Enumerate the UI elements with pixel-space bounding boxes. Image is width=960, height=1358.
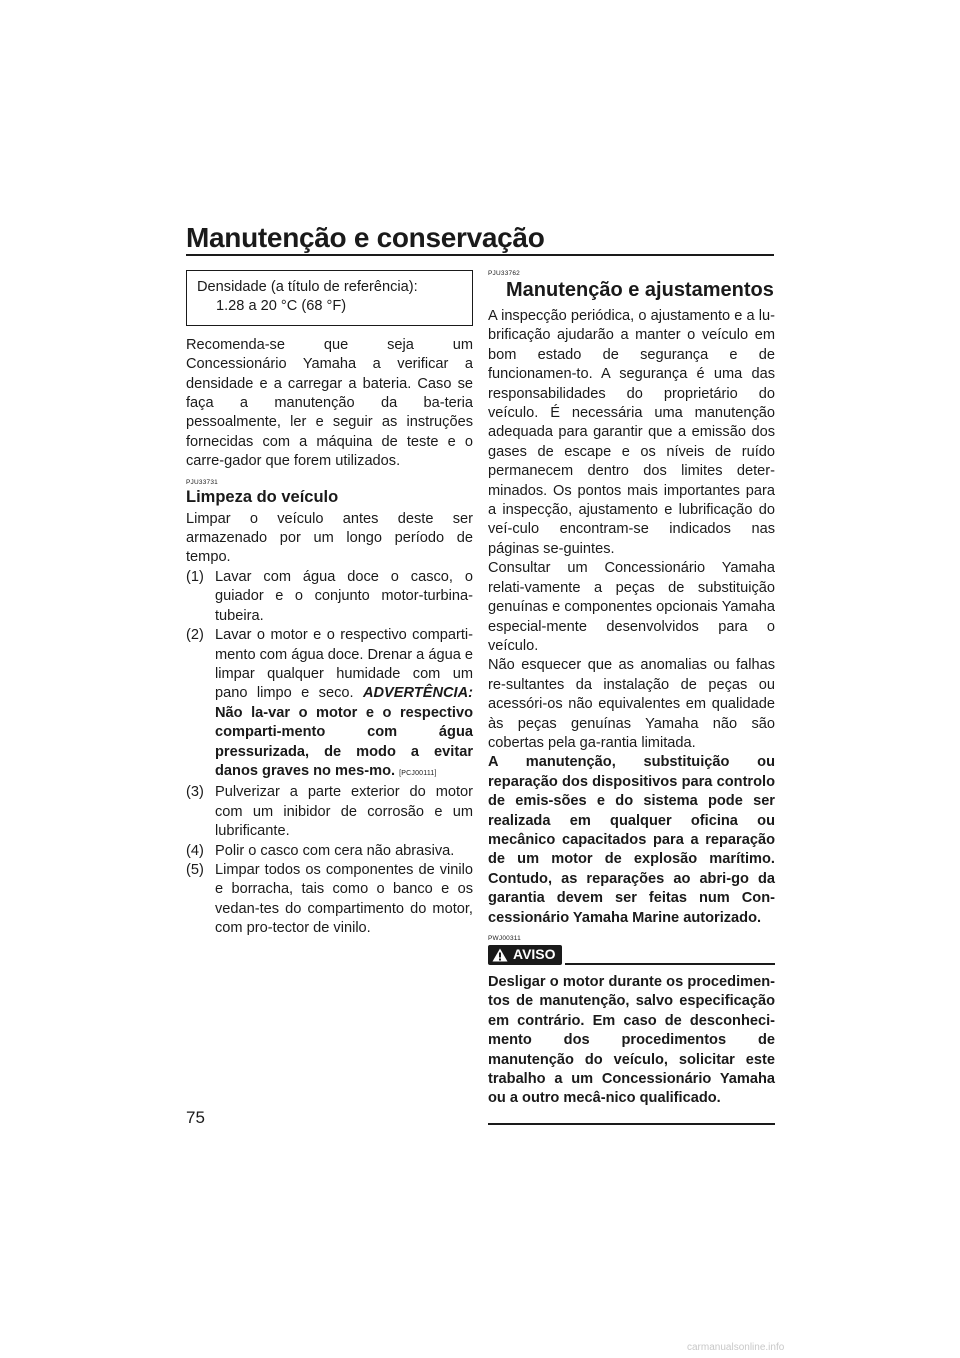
spec-box [186,270,473,326]
page-number: 75 [186,1108,205,1127]
maintenance-paragraph-3: Não esquecer que as anomalias ou falhas re-sultantes da instalação de peças ou acessóri-os não equivalentes em qualidade às peças genuínas Yamaha não são cobertas pela ga-rantia limitada. [488,657,775,751]
list-item: (3) Pulverizar a parte exterior do motor com um inibidor de corrosão e um lubrificante. [186,784,473,840]
list-item: (4) Polir o casco com cera não abrasiva. [186,842,455,859]
warning-text: Desligar o motor durante os procedimen-tos de manutenção, salvo especificação em contrário. Em caso de desconheci-mento dos procedimentos de manutenção do veículo, solicitar este trabalho a um Concessionário Yamaha ou a outro mecâ-nico qualificado. [488,974,775,1107]
reference-code: [PCJ00111] [399,769,437,777]
battery-paragraph: Recomenda-se que seja um Concessionário Yamaha a verificar a densidade e a carregar a bateria. Caso se faça a manutenção da ba-teria pessoalmente, ler e seguir as instruções fornecidas com a máquina de teste e o carre-gador que forem utilizados. [186,336,473,470]
left-column [186,270,473,939]
warning-triangle-icon [492,948,508,962]
watermark: carmanualsonline.info [687,1342,785,1353]
warning-label: ADVERTÊNCIA: [362,685,473,702]
warning-code: PWJ00311 [488,935,521,942]
warning-badge: AVISO [488,945,562,965]
cleaning-steps [186,568,473,939]
page-title: Manutenção e conservação [186,222,545,253]
maintenance-paragraph-4: A manutenção, substituição ou reparação dos dispositivos para controlo de emis-sões e do sistema pode ser realizada em qualquer oficina ou mecânico capacitados para a reparação de um motor de explosão marítimo. Contudo, as reparações ao abri-go da garantia devem ser feitas num Con-cessionário Yamaha Marine autorizado. [488,754,775,926]
section-code: PJU33762 [488,270,520,277]
maintenance-paragraph-1: A inspecção periódica, o ajustamento e a lu-brificação ajudarão a manter o veículo em bom estado de segurança e de funcionamen-to. A segurança é uma das responsabilidades do proprietário do veículo. É necessária uma manutenção adequada para garantir que a emissão dos gases de escape e os níveis de ruído permanecem dentro dos limites deter-minados. Os pontos mais importantes para a inspecção, ajustamento e lubrificação do veí-culo encontram-se indicados nas páginas se-guintes. [488,308,775,557]
title-rule [186,254,774,256]
spec-label: Densidade (a título de referência): [197,279,418,295]
right-column [488,270,775,1125]
section-code: PJU33731 [186,478,218,486]
list-item: (2) Lavar o motor e o respectivo comparti-mento com água doce. Drenar a água e limpar qualquer humidade com um pano limpo e seco. ADVERTÊNCIA: Não la-var o motor e o respectivo comparti-mento com água pressurizada, de modo a evitar danos graves no mes-mo. [PCJ00111] [186,627,473,779]
cleaning-intro: Limpar o veículo antes deste ser armazenado por um longo período de tempo. [186,510,473,566]
warning-header [488,945,775,965]
warning-text: Não la-var o motor e o respectivo comparti-mento com água pressurizada, de modo a evitar danos graves no mes-mo. [215,704,473,779]
warning-rule [565,963,775,965]
maintenance-paragraph-2: Consultar um Concessionário Yamaha relati-vamente a peças de substituição genuínas e componentes opcionais Yamaha especial-mente desenvolvidos para o veículo. [488,560,775,654]
section-title-maintenance: Manutenção e ajustamentos [506,279,774,301]
warning-bottom-rule [488,1123,775,1125]
list-item: (1) Lavar com água doce o casco, o guiador e o conjunto motor-turbina-tubeira. [186,568,473,624]
list-item: (5) Limpar todos os componentes de vinilo e borracha, tais como o banco e os vedan-tes do compartimento do motor, com pro-tector de vinilo. [186,861,473,937]
spec-value: 1.28 a 20 °C (68 °F) [216,298,347,315]
section-title-cleaning: Limpeza do veículo [186,487,339,506]
